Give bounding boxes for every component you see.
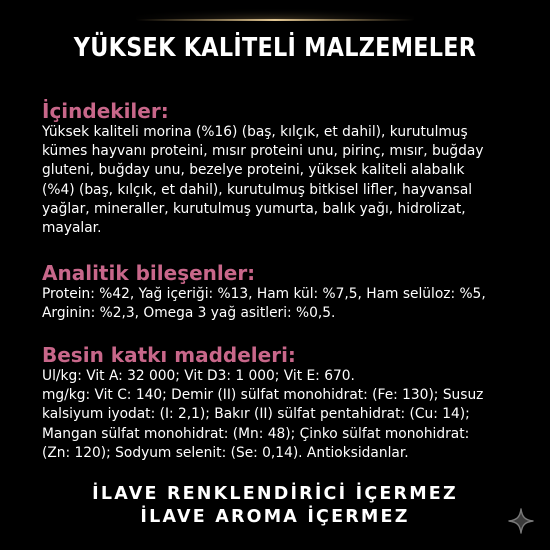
additives-section: [42, 344, 512, 463]
page-title: YÜKSEK KALİTELİ MALZEMELER: [73, 33, 477, 63]
ingredients-text: Yüksek kaliteli morina (%16) (baş, kılçık, et dahil), kurutulmuş kümes hayvanı proteini, mısır proteini unu, pirinç, mısır, buğday gluteni, buğday unu, bezelye proteini, yüksek kaliteli alabalık (%4) (baş, kılçık, et dahil), kurutulmuş bitkisel lifler, hayvansal yağlar, mineraller, kurutulmuş yumurta, balık yağı, hidrolizat, mayalar.: [42, 124, 484, 237]
ingredients-section: [42, 100, 512, 238]
additives-heading: Besin katkı maddeleri:: [42, 343, 296, 367]
sparkle-icon: [506, 506, 536, 536]
analytic-section: [42, 262, 512, 323]
analytic-text: Protein: %42, Yağ içeriği: %13, Ham kül: %7,5, Ham selüloz: %5, Arginin: %2,3, Omega 3 yağ asitleri: %0,5.: [42, 286, 486, 322]
additives-text: Ul/kg: Vit A: 32 000; Vit D3: 1 000; Vit E: 670. mg/kg: Vit C: 140; Demir (II) sülfat monohidrat: (Fe: 130); Susuz kalsiyum iyodat: (I: 2,1); Bakır (II) sülfat pentahidrat: (Cu: 14); Mangan sülfat monohidrat: (Mn: 48); Çinko sülfat monohidrat: (Zn: 120); Sodyum selenit: (Se: 0,14). Antioksidanlar.: [42, 368, 484, 461]
ingredients-heading: İçindekiler:: [42, 99, 169, 123]
no-colorant-claim: İLAVE RENKLENDİRİCİ İÇERMEZ: [92, 484, 458, 504]
gold-accent-line: [136, 0, 414, 22]
analytic-heading: Analitik bileşenler:: [42, 261, 256, 285]
no-aroma-claim: İLAVE AROMA İÇERMEZ: [140, 507, 410, 527]
